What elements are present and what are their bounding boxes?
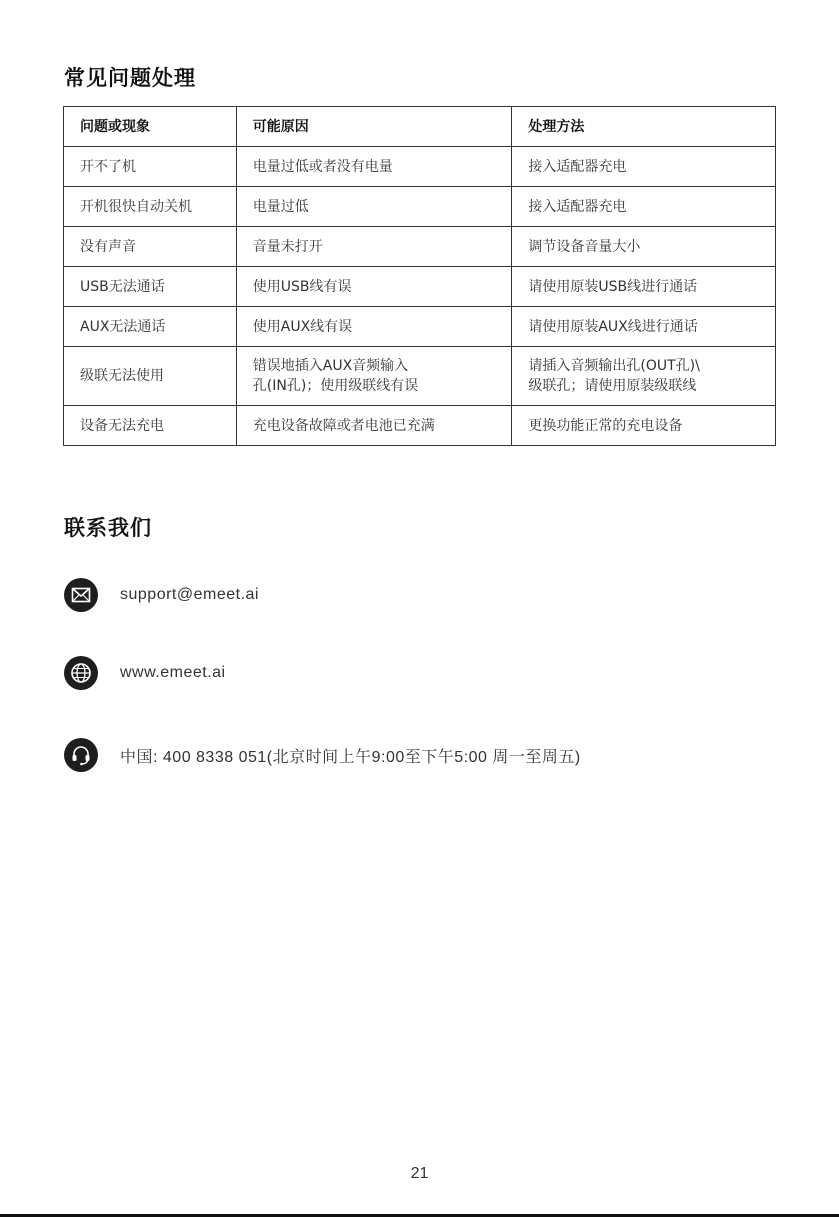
solution-cell [512,406,776,446]
solution-line: 请使用原装AUX线进行通话 [528,318,698,335]
problem-cell: 开不了机 [64,147,237,187]
contact-phone[interactable]: 中国: 400 8338 051(北京时间上午9:00至下午5:00 周一至周五) [120,748,581,766]
mail-icon [64,578,98,612]
table-header-row [64,107,776,147]
solution-line: 级联孔；请使用原装级联线 [528,378,697,394]
solution-line: 接入适配器充电 [528,198,627,215]
cause-line: 电量过低 [252,198,309,215]
problem-cell: 设备无法充电 [64,406,237,446]
solution-cell [512,147,776,187]
contact-website-row [64,656,226,690]
header-problem: 问题或现象 [64,107,237,147]
page-number: 21 [410,1165,429,1182]
table-row [64,187,776,227]
solution-line: 接入适配器充电 [528,158,627,175]
problem-cell: 开机很快自动关机 [64,187,237,227]
cause-cell [236,307,512,347]
table-row [64,267,776,307]
cause-cell [236,406,512,446]
table-row [64,307,776,347]
cause-line: 音量未打开 [252,238,323,255]
cause-line: 充电设备故障或者电池已充满 [252,417,435,434]
cause-cell [236,147,512,187]
header-cause: 可能原因 [236,107,512,147]
globe-icon [64,656,98,690]
contact-email-row [64,578,259,612]
problem-cell: AUX无法通话 [64,307,237,347]
cause-line: 孔(IN孔)；使用级联线有误 [252,378,419,394]
table-row [64,347,776,406]
cause-cell [236,347,512,406]
header-solution: 处理方法 [512,107,776,147]
cause-cell [236,267,512,307]
contact-title: 联系我们 [64,516,152,540]
cause-cell [236,227,512,267]
table-row [64,147,776,187]
contact-phone-row [64,738,581,772]
cause-line: 使用USB线有误 [252,278,352,295]
problem-cell: 没有声音 [64,227,237,267]
solution-cell [512,187,776,227]
cause-cell [236,187,512,227]
contact-email[interactable]: support@emeet.ai [120,586,259,603]
cause-line: 电量过低或者没有电量 [252,158,393,175]
solution-line: 更换功能正常的充电设备 [528,417,683,434]
solution-line: 调节设备音量大小 [528,238,641,255]
table-row [64,227,776,267]
cause-line: 错误地插入AUX音频输入 [252,358,409,374]
solution-line: 请使用原装USB线进行通话 [528,278,698,295]
cause-line: 使用AUX线有误 [252,318,353,335]
troubleshooting-table [63,106,776,446]
solution-cell [512,267,776,307]
problem-cell: 级联无法使用 [64,347,237,406]
solution-cell [512,227,776,267]
contact-website[interactable]: www.emeet.ai [120,664,226,681]
solution-cell [512,347,776,406]
table-row [64,406,776,446]
solution-cell [512,307,776,347]
solution-line: 请插入音频输出孔(OUT孔)\ [528,358,700,374]
headset-icon [64,738,98,772]
problem-cell: USB无法通话 [64,267,237,307]
troubleshooting-title: 常见问题处理 [64,66,196,90]
